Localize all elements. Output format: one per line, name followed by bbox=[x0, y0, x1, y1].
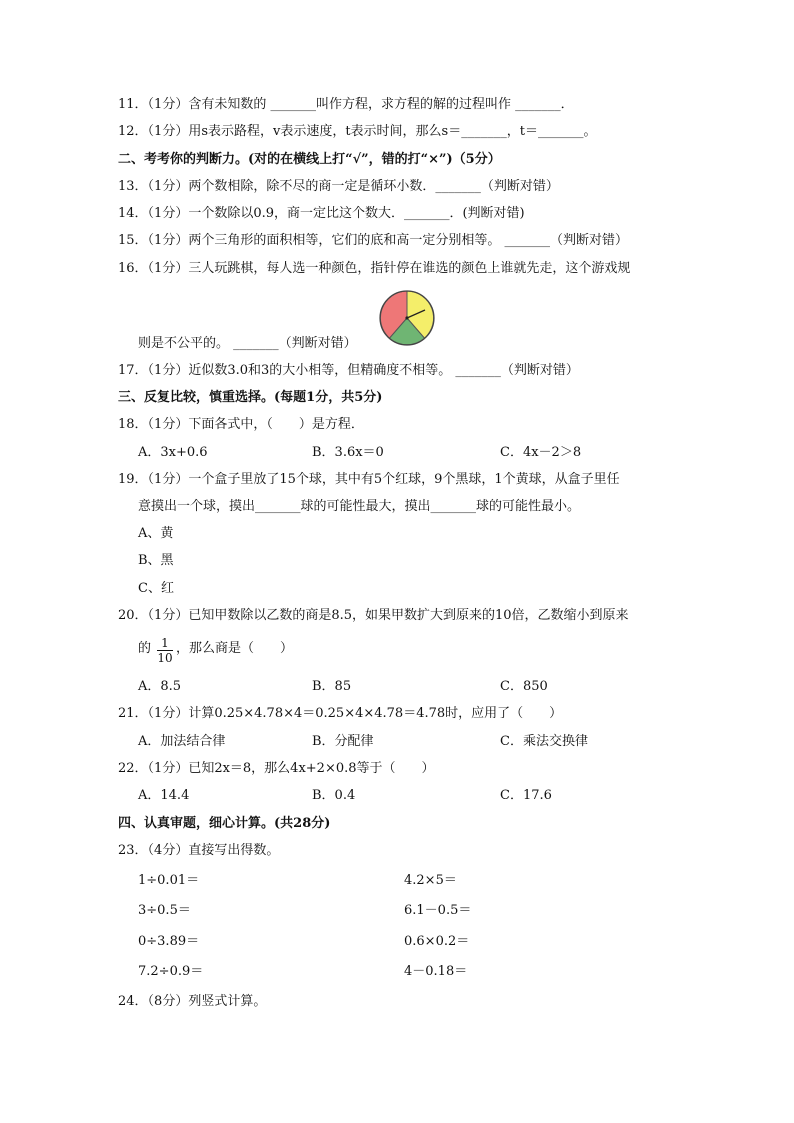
q22-option-a: A．14.4 bbox=[138, 788, 190, 803]
question-11: 11．（1分）含有未知数的 _______叫作方程，求方程的解的过程叫作 _______． bbox=[118, 97, 574, 112]
q19-option-b: B、黑 bbox=[138, 553, 174, 568]
calc-item: 4－0.18＝ bbox=[404, 964, 468, 979]
question-23: 23．（4分）直接写出得数。 bbox=[118, 843, 280, 858]
question-14: 14．（1分）一个数除以0.9，商一定比这个数大．_______．(判断对错) bbox=[118, 206, 525, 221]
q20-option-a: A．8.5 bbox=[138, 679, 182, 694]
calc-item: 0÷3.89＝ bbox=[138, 934, 200, 949]
question-24: 24．（8分）列竖式计算。 bbox=[118, 994, 267, 1009]
q20-option-c: C．850 bbox=[500, 679, 548, 694]
question-15: 15．（1分）两个三角形的面积相等，它们的底和高一定分别相等。 _______（判断对错） bbox=[118, 233, 628, 248]
question-17: 17．（1分）近似数3.0和3的大小相等，但精确度不相等。 _______（判断对错） bbox=[118, 363, 579, 378]
q19-option-a: A、黄 bbox=[138, 526, 174, 541]
section-2-heading: 二、考考你的判断力。(对的在横线上打“√”，错的打“×”)（5分） bbox=[118, 152, 501, 167]
question-16-line2: 则是不公平的。 _______（判断对错） bbox=[138, 336, 357, 351]
question-19-line2: 意摸出一个球，摸出_______球的可能性最大，摸出_______球的可能性最小。 bbox=[138, 499, 581, 514]
question-13: 13．（1分）两个数相除，除不尽的商一定是循环小数．_______（判断对错） bbox=[118, 179, 559, 194]
q21-option-a: A．加法结合律 bbox=[138, 734, 226, 749]
calc-item: 3÷0.5＝ bbox=[138, 903, 191, 918]
q18-option-a: A．3x+0.6 bbox=[138, 445, 208, 460]
question-22: 22．（1分）已知2x＝8，那么4x+2×0.8等于（ ） bbox=[118, 761, 435, 776]
calc-item: 7.2÷0.9＝ bbox=[138, 964, 204, 979]
fraction-numerator: 1 bbox=[157, 636, 173, 651]
q21-option-c: C．乘法交换律 bbox=[500, 734, 588, 749]
q19-option-c: C、红 bbox=[138, 581, 174, 596]
q18-option-b: B．3.6x＝0 bbox=[312, 445, 384, 460]
fraction-one-tenth bbox=[157, 636, 173, 665]
fraction-denominator: 10 bbox=[157, 651, 173, 665]
spinner-center-dot bbox=[405, 316, 408, 319]
q18-option-c: C．4x－2＞8 bbox=[500, 445, 582, 460]
question-12: 12．（1分）用s表示路程，v表示速度，t表示时间，那么s＝_______，t＝_______。 bbox=[118, 124, 597, 139]
section-4-heading: 四、认真审题，细心计算。(共28分) bbox=[118, 816, 331, 831]
calc-item: 6.1－0.5＝ bbox=[404, 903, 472, 918]
q22-option-b: B．0.4 bbox=[312, 788, 356, 803]
question-20-prefix: 的 bbox=[138, 641, 152, 656]
calc-item: 4.2×5＝ bbox=[404, 873, 457, 888]
question-19-line1: 19．（1分）一个盒子里放了15个球，其中有5个红球，9个黑球，1个黄球，从盒子里任 bbox=[118, 472, 620, 487]
question-20-line1: 20．（1分）已知甲数除以乙数的商是8.5，如果甲数扩大到原来的10倍，乙数缩小到原来 bbox=[118, 608, 629, 623]
section-3-heading: 三、反复比较，慎重选择。(每题1分，共5分) bbox=[118, 390, 383, 405]
q20-option-b: B．85 bbox=[312, 679, 352, 694]
calc-item: 1÷0.01＝ bbox=[138, 873, 200, 888]
question-21: 21．（1分）计算0.25×4.78×4＝0.25×4×4.78＝4.78时，应用了（ ） bbox=[118, 706, 563, 721]
q21-option-b: B．分配律 bbox=[312, 734, 374, 749]
question-16-line1: 16．（1分）三人玩跳棋，每人选一种颜色，指针停在谁选的颜色上谁就先走，这个游戏规 bbox=[118, 261, 631, 276]
calc-item: 0.6×0.2＝ bbox=[404, 934, 470, 949]
question-20-suffix: ，那么商是（ ） bbox=[176, 641, 294, 656]
spinner-wheel-figure bbox=[376, 288, 438, 348]
question-18: 18．（1分）下面各式中，（ ）是方程． bbox=[118, 417, 364, 432]
q22-option-c: C．17.6 bbox=[500, 788, 552, 803]
